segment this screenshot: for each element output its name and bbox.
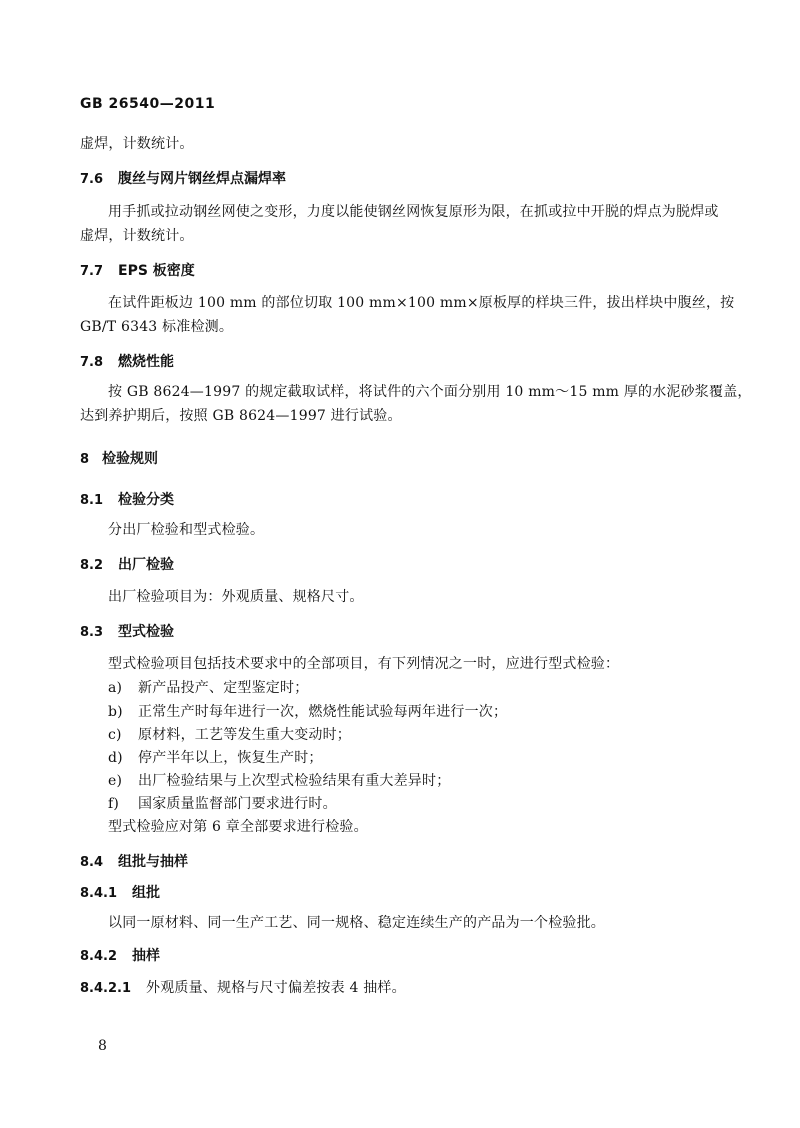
list-text: 出厂检验结果与上次型式检验结果有重大差异时； — [138, 773, 451, 789]
paragraph-8-4-1: 以同一原材料、同一生产工艺、同一规格、稳定连续生产的产品为一个检验批。 — [108, 915, 605, 931]
section-number: 7.6 — [80, 172, 104, 187]
list-item — [108, 770, 450, 790]
section-title: 腹丝与网片钢丝焊点漏焊率 — [118, 171, 286, 187]
section-number: 8.4 — [80, 855, 104, 870]
list-label: d) — [108, 750, 123, 766]
paragraph-8-3-intro: 型式检验项目包括技术要求中的全部项目，有下列情况之一时，应进行型式检验： — [108, 656, 620, 672]
list-label: e) — [108, 773, 123, 789]
section-title: 抽样 — [132, 948, 160, 964]
list-item — [108, 701, 507, 721]
list-label: f) — [108, 796, 120, 812]
page-number: 8 — [98, 1038, 107, 1054]
section-title: 组批与抽样 — [118, 854, 188, 870]
paragraph-7-7-line1: 在试件距板边 100 mm 的部位切取 100 mm×100 mm×原板厚的样块三件，拔出样块中腹丝，按 — [108, 295, 735, 311]
list-text: 原材料，工艺等发生重大变动时； — [138, 727, 351, 743]
section-text: 外观质量、规格与尺寸偏差按表 4 抽样。 — [146, 980, 406, 996]
paragraph-7-6-line1: 用手抓或拉动钢丝网使之变形，力度以能使钢丝网恢复原形为限，在抓或拉中开脱的焊点为脱焊或 — [108, 204, 719, 220]
paragraph-7-6-line2: 虚焊，计数统计。 — [80, 228, 194, 244]
section-number: 8.4.2.1 — [80, 981, 131, 996]
section-8-1-heading — [80, 489, 174, 509]
paragraph-7-8-line2: 达到养护期后，按照 GB 8624—1997 进行试验。 — [80, 408, 402, 424]
chapter-8-heading — [80, 448, 158, 468]
section-7-7-heading — [80, 260, 195, 280]
section-8-2-heading — [80, 554, 174, 574]
list-item — [108, 677, 308, 697]
section-number: 8.4.1 — [80, 886, 118, 901]
section-8-4-heading — [80, 851, 188, 871]
section-number: 8.3 — [80, 625, 104, 640]
section-title: 出厂检验 — [118, 557, 174, 573]
section-8-4-2-1 — [80, 977, 406, 997]
chapter-title: 检验规则 — [102, 451, 158, 467]
paragraph-7-8-line1: 按 GB 8624—1997 的规定截取试样，将试件的六个面分别用 10 mm～15 mm 厚的水泥砂浆覆盖， — [108, 384, 752, 400]
section-7-6-heading — [80, 168, 286, 188]
list-text: 正常生产时每年进行一次，燃烧性能试验每两年进行一次； — [138, 704, 508, 720]
list-label: c) — [108, 727, 122, 743]
section-7-8-heading — [80, 351, 174, 371]
section-title: EPS 板密度 — [118, 263, 195, 279]
section-number: 7.8 — [80, 355, 104, 370]
paragraph-7-7-line2: GB/T 6343 标准检测。 — [80, 319, 234, 335]
paragraph-8-3-end: 型式检验应对第 6 章全部要求进行检验。 — [108, 819, 368, 835]
paragraph-8-1: 分出厂检验和型式检验。 — [108, 522, 265, 538]
list-text: 停产半年以上，恢复生产时； — [138, 750, 323, 766]
paragraph-continued: 虚焊，计数统计。 — [80, 136, 194, 152]
section-8-4-1-heading — [80, 882, 160, 902]
section-number: 8.2 — [80, 558, 104, 573]
standard-code: GB 26540—2011 — [80, 96, 216, 112]
section-number: 8.1 — [80, 493, 104, 508]
chapter-number: 8 — [80, 452, 90, 467]
list-item — [108, 793, 337, 813]
paragraph-8-2: 出厂检验项目为：外观质量、规格尺寸。 — [108, 589, 364, 605]
section-title: 燃烧性能 — [118, 354, 174, 370]
list-text: 新产品投产、定型鉴定时； — [138, 680, 309, 696]
list-label: a) — [108, 680, 123, 696]
list-text: 国家质量监督部门要求进行时。 — [138, 796, 337, 812]
section-number: 7.7 — [80, 264, 104, 279]
section-number: 8.4.2 — [80, 949, 118, 964]
list-item — [108, 747, 323, 767]
list-label: b) — [108, 704, 123, 720]
list-item — [108, 724, 351, 744]
section-title: 检验分类 — [118, 492, 174, 508]
section-title: 组批 — [132, 885, 160, 901]
section-8-4-2-heading — [80, 945, 160, 965]
section-8-3-heading — [80, 621, 174, 641]
section-title: 型式检验 — [118, 624, 174, 640]
